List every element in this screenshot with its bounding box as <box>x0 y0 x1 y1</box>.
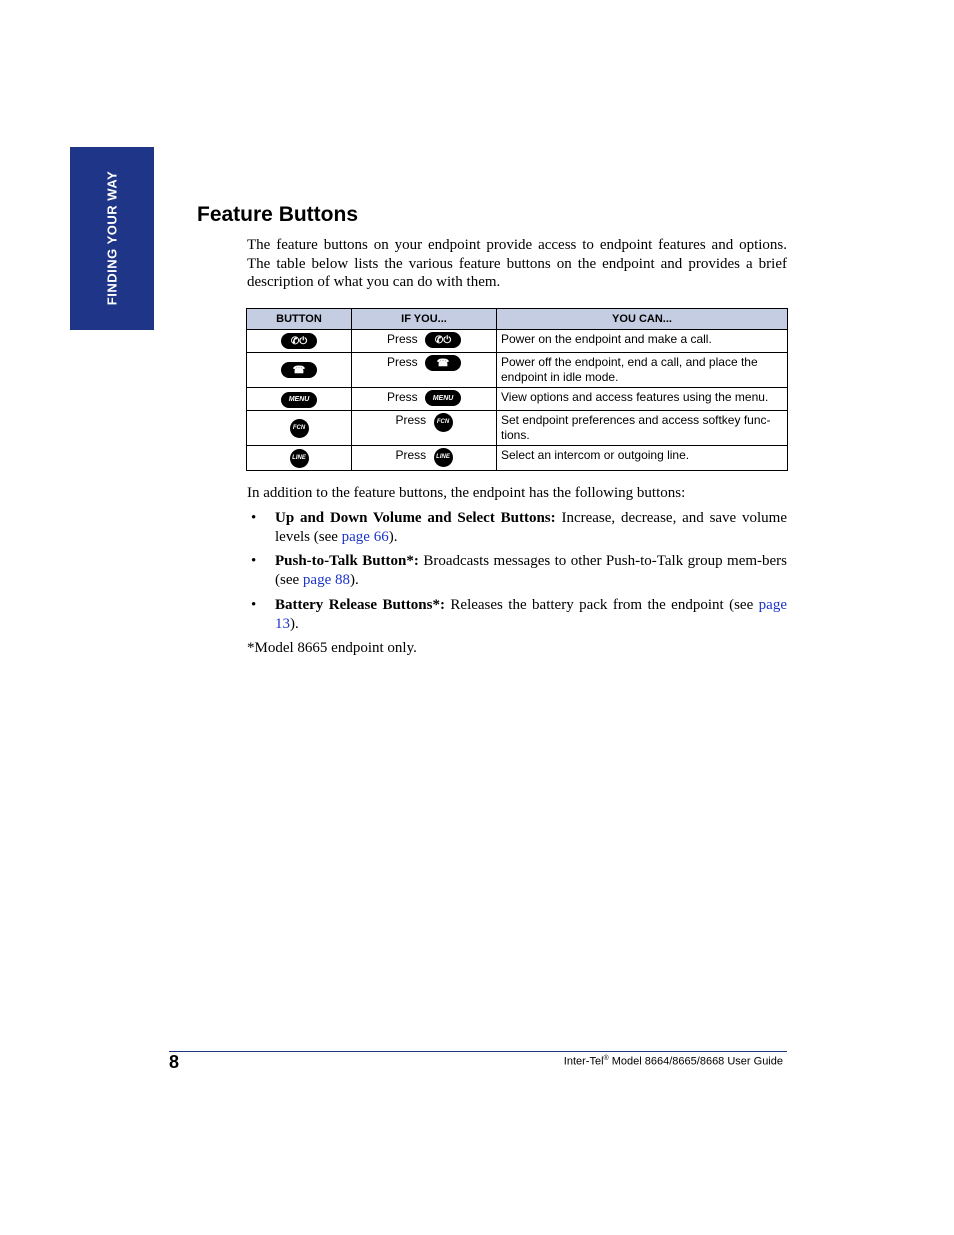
fcn-button-icon: FCN <box>434 413 453 432</box>
section-tab-label: FINDING YOUR WAY <box>104 170 120 306</box>
table-row <box>247 353 788 388</box>
additional-buttons-list <box>247 509 787 639</box>
page-link[interactable]: page 88 <box>302 572 350 589</box>
bullet-tail: ). <box>349 572 359 589</box>
list-item <box>247 509 787 546</box>
intro-paragraph: The feature buttons on your endpoint provide access to endpoint features and options. The table below lists the various feature buttons on the endpoint and provides a brief description of what you can do with them. <box>247 237 787 291</box>
table-header-row <box>247 309 788 330</box>
button-cell <box>247 411 352 446</box>
bullet-term: Up and Down Volume and Select Buttons: <box>275 510 556 526</box>
table-row <box>247 388 788 411</box>
end-call-icon: ☎ <box>425 355 461 371</box>
line-button-icon: LINE <box>434 448 453 467</box>
press-label: Press <box>386 332 418 346</box>
end-call-icon: ☎ <box>281 362 317 378</box>
fcn-button-icon: FCN <box>290 419 309 438</box>
press-label: Press <box>386 390 418 404</box>
press-label: Press <box>386 355 418 369</box>
button-cell <box>247 330 352 353</box>
bullet-text: Releases the battery pack from the endpoint (see <box>444 596 759 613</box>
feature-buttons-table <box>246 308 788 471</box>
menu-button-icon: MENU <box>281 392 317 408</box>
line-button-icon: LINE <box>290 449 309 468</box>
press-cell <box>352 388 497 411</box>
press-label: Press <box>395 448 427 462</box>
bullet-text: Broadcasts messages to other Push-to-Talk group mem-bers (see <box>275 553 787 589</box>
you-can-cell: Power on the endpoint and make a call. <box>497 330 788 353</box>
button-cell <box>247 353 352 388</box>
menu-button-icon: MENU <box>425 390 461 406</box>
press-cell <box>352 411 497 446</box>
footer-divider <box>169 1051 787 1052</box>
registered-mark: ® <box>603 1055 609 1062</box>
you-can-cell: Power off the endpoint, end a call, and place the endpoint in idle mode. <box>497 353 788 388</box>
button-cell <box>247 446 352 471</box>
press-cell <box>352 353 497 388</box>
page-link[interactable]: page 13 <box>275 596 787 632</box>
bullet-term: Battery Release Buttons*: <box>275 596 445 613</box>
table-row <box>247 446 788 471</box>
bullet-tail: ). <box>388 528 398 545</box>
page-link[interactable]: page 66 <box>341 528 389 545</box>
press-label: Press <box>395 413 427 427</box>
you-can-cell: View options and access features using the menu. <box>497 388 788 411</box>
press-cell <box>352 446 497 471</box>
bullet-icon: • <box>251 510 257 526</box>
table-row <box>247 330 788 353</box>
footnote: *Model 8665 endpoint only. <box>247 640 417 656</box>
on-power-icon: ✆⏻ <box>425 332 461 348</box>
footer-guide-title: Model 8664/8665/8668 User Guide <box>608 1055 783 1068</box>
section-tab <box>70 147 154 330</box>
bullet-icon: • <box>251 553 257 570</box>
additional-buttons-intro: In addition to the feature buttons, the endpoint has the following buttons: <box>247 485 686 501</box>
bullet-term: Push-to-Talk Button*: <box>275 553 419 570</box>
footer-brand: Inter-Tel <box>563 1055 604 1068</box>
you-can-cell: Set endpoint preferences and access softkey func-tions. <box>497 411 788 446</box>
button-cell <box>247 388 352 411</box>
list-item <box>247 552 787 589</box>
page-number: 8 <box>169 1052 180 1072</box>
page-title: Feature Buttons <box>197 203 359 226</box>
bullet-tail: ). <box>290 615 299 632</box>
you-can-cell: Select an intercom or outgoing line. <box>497 446 788 471</box>
header-if-you: IF YOU... <box>352 309 497 330</box>
footer-title <box>564 1055 783 1068</box>
header-you-can: YOU CAN... <box>497 309 788 330</box>
table-row <box>247 411 788 446</box>
press-cell <box>352 330 497 353</box>
bullet-icon: • <box>251 596 257 613</box>
header-button: BUTTON <box>247 309 352 330</box>
on-power-icon: ✆⏻ <box>281 333 317 349</box>
list-item <box>247 596 787 633</box>
bullet-text: Increase, decrease, and save volume levels (see <box>275 510 788 545</box>
